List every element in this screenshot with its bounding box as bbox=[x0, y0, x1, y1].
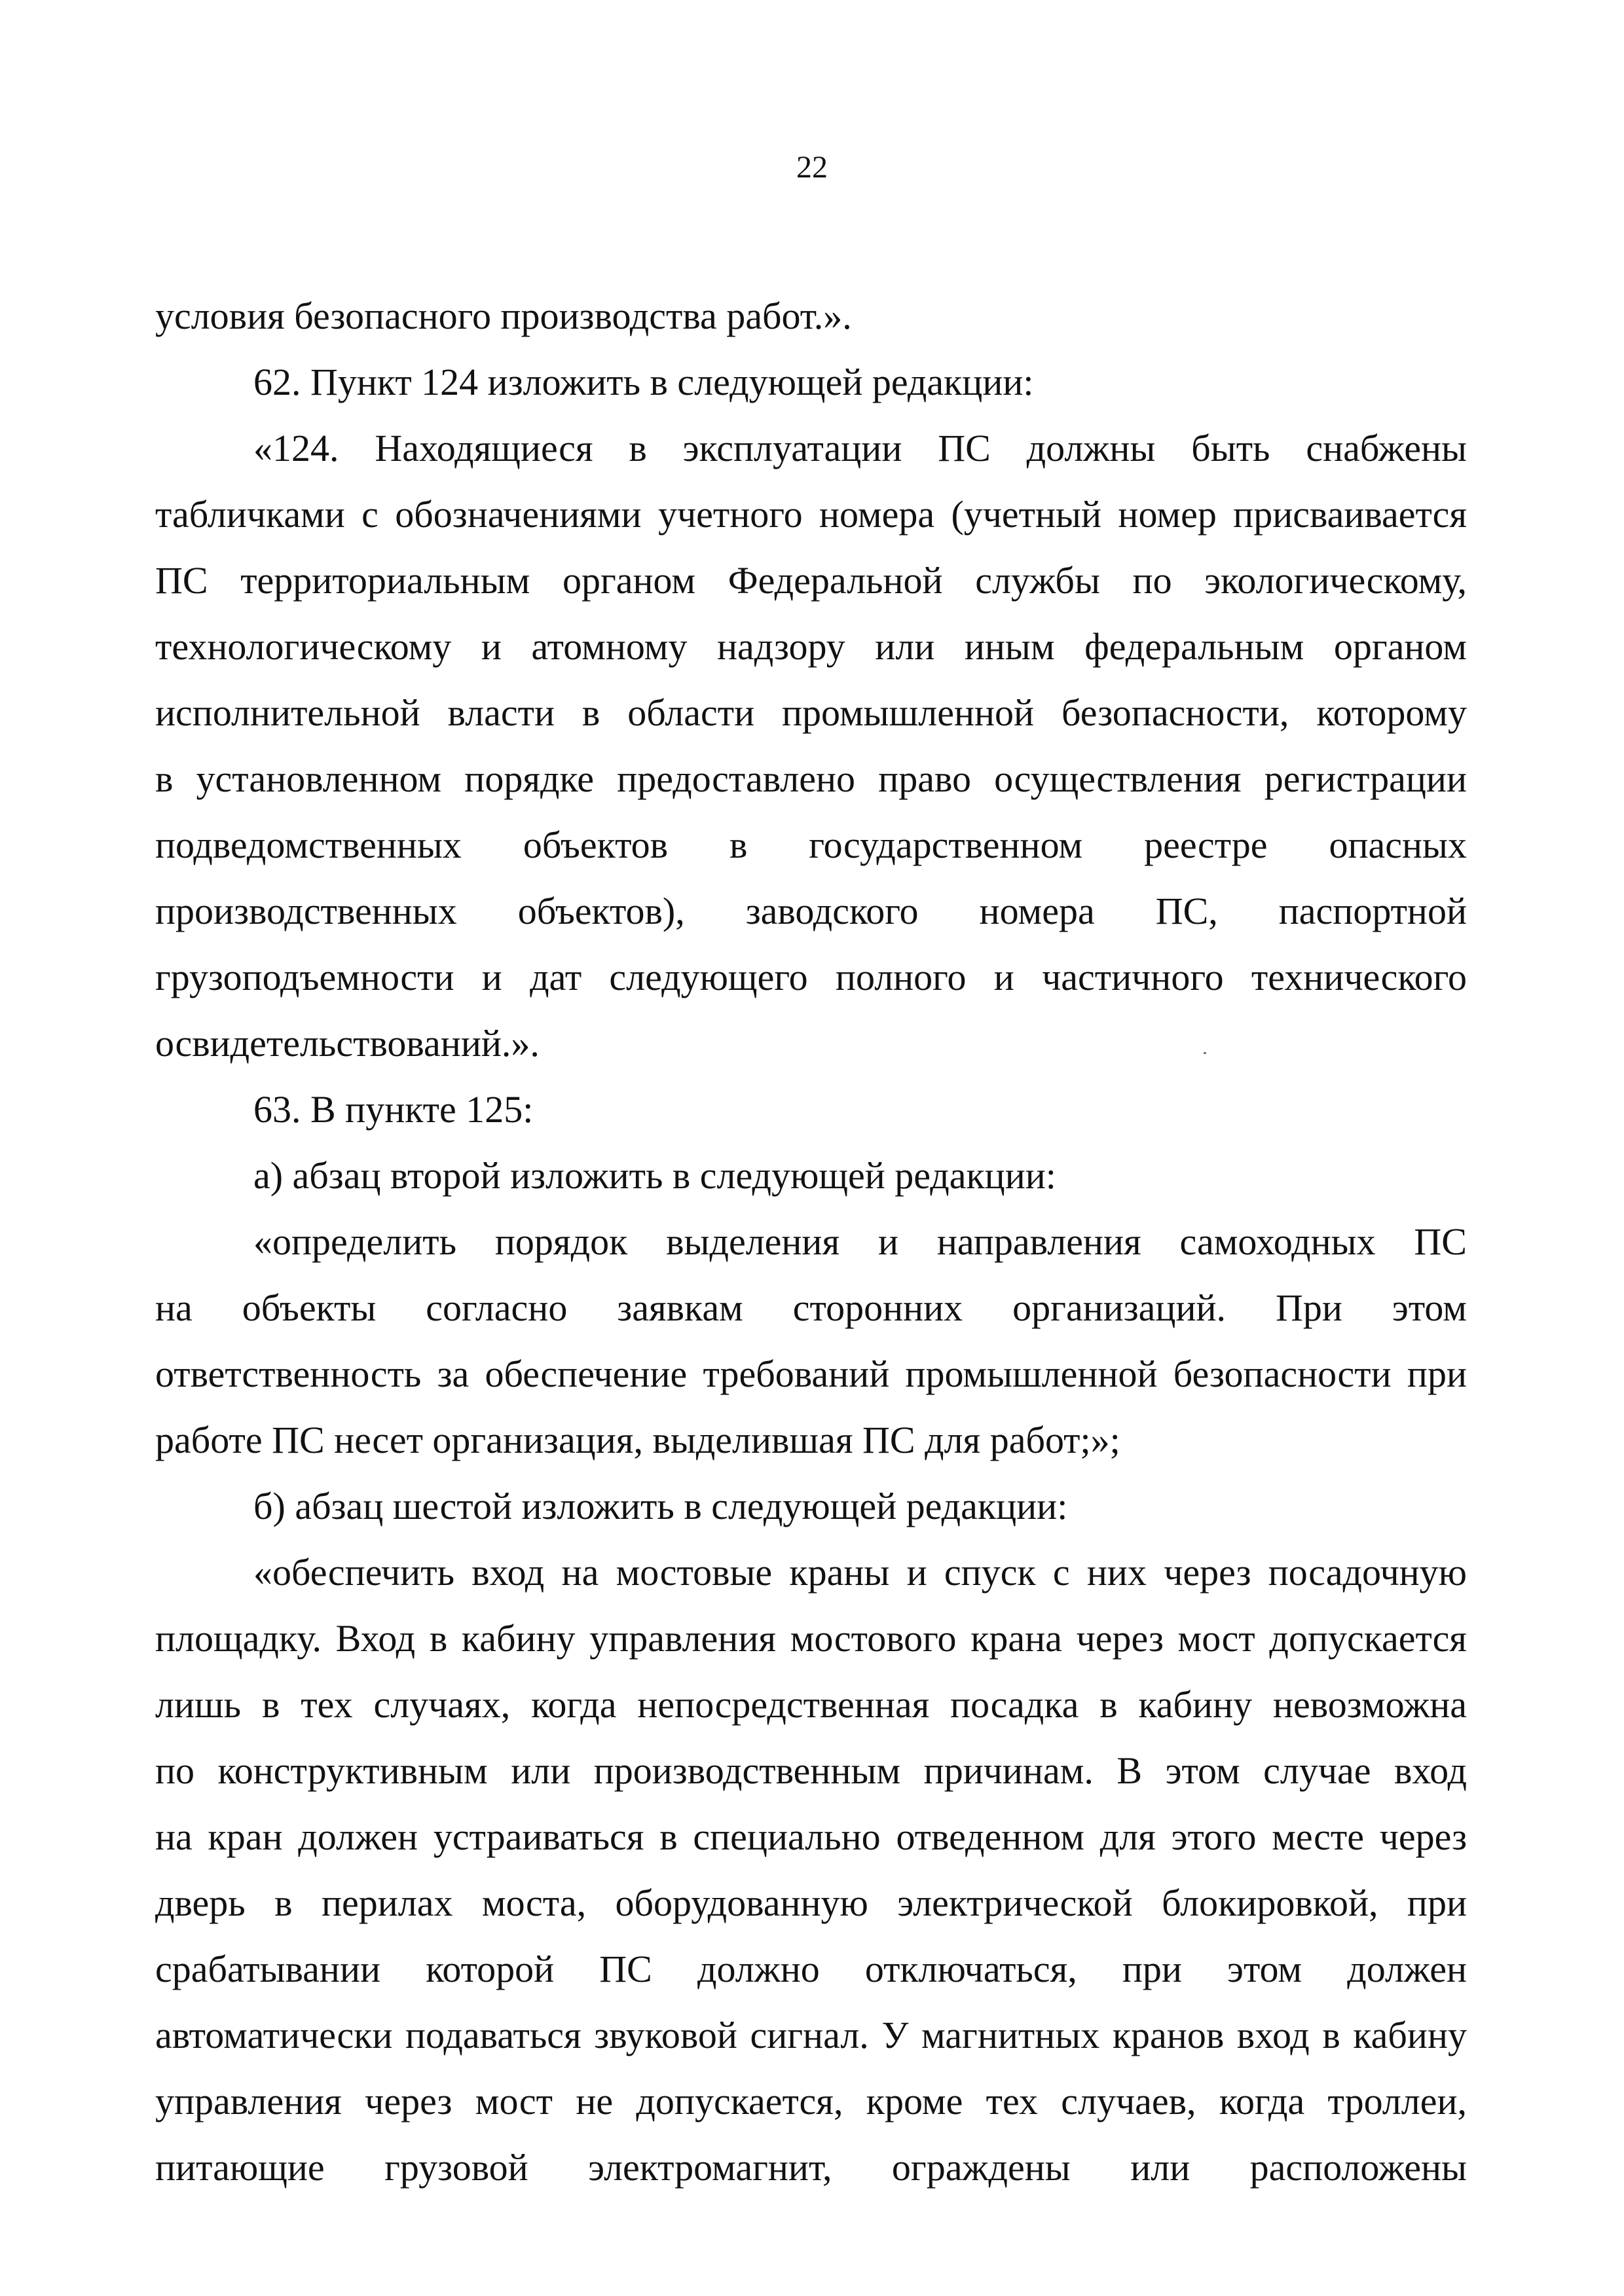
text-line: технологическому и атомному надзору или иным федеральным органом bbox=[155, 625, 1467, 668]
text-line: автоматически подаваться звуковой сигнал. У магнитных кранов вход в кабину bbox=[155, 2014, 1467, 2056]
text-line: лишь в тех случаях, когда непосредственная посадка в кабину невозможна bbox=[155, 1683, 1467, 1726]
text-line: управления через мост не допускается, кроме тех случаев, когда троллеи, bbox=[155, 2080, 1467, 2123]
text-line: грузоподъемности и дат следующего полного и частичного технического bbox=[155, 956, 1467, 998]
text-line: 63. В пункте 125: bbox=[253, 1088, 534, 1131]
text-line: площадку. Вход в кабину управления мостового крана через мост допускается bbox=[155, 1617, 1467, 1660]
text-line: подведомственных объектов в государственном реестре опасных bbox=[155, 824, 1467, 866]
text-line: освидетельствований.». bbox=[155, 1022, 540, 1065]
text-line: условия безопасного производства работ.». bbox=[155, 295, 852, 337]
text-line: «определить порядок выделения и направления самоходных ПС bbox=[253, 1220, 1467, 1263]
text-line: 62. Пункт 124 изложить в следующей редакции: bbox=[253, 361, 1034, 403]
text-line: в установленном порядке предоставлено право осуществления регистрации bbox=[155, 757, 1467, 800]
page-number: 22 bbox=[796, 150, 828, 185]
text-line: ответственность за обеспечение требований промышленной безопасности при bbox=[155, 1353, 1467, 1395]
text-line: «обеспечить вход на мостовые краны и спуск с них через посадочную bbox=[253, 1551, 1467, 1594]
document-body bbox=[155, 283, 1467, 2200]
text-line: производственных объектов), заводского номера ПС, паспортной bbox=[155, 890, 1467, 932]
text-line: б) абзац шестой изложить в следующей редакции: bbox=[253, 1485, 1068, 1527]
text-line: на кран должен устраиваться в специально отведенном для этого месте через bbox=[155, 1815, 1467, 1858]
text-line: «124. Находящиеся в эксплуатации ПС должны быть снабжены bbox=[253, 427, 1467, 469]
text-line: работе ПС несет организация, выделившая ПС для работ;»; bbox=[155, 1419, 1120, 1461]
scan-speck bbox=[1204, 1052, 1206, 1054]
text-line: табличками с обозначениями учетного номера (учетный номер присваивается bbox=[155, 493, 1467, 536]
text-line: ПС территориальным органом Федеральной службы по экологическому, bbox=[155, 559, 1467, 602]
text-line: а) абзац второй изложить в следующей редакции: bbox=[253, 1154, 1056, 1197]
text-line: питающие грузовой электромагнит, ограждены или расположены bbox=[155, 2146, 1467, 2189]
text-line: на объекты согласно заявкам сторонних организаций. При этом bbox=[155, 1286, 1467, 1329]
text-line: по конструктивным или производственным причинам. В этом случае вход bbox=[155, 1749, 1467, 1792]
text-line: дверь в перилах моста, оборудованную электрической блокировкой, при bbox=[155, 1882, 1467, 1924]
text-line: срабатывании которой ПС должно отключаться, при этом должен bbox=[155, 1948, 1467, 1990]
text-line: исполнительной власти в области промышленной безопасности, которому bbox=[155, 691, 1467, 734]
